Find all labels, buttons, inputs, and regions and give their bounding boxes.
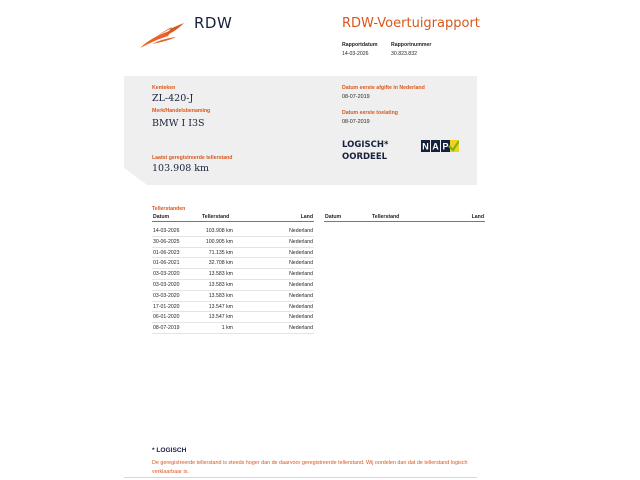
nap-letter-a: A	[432, 141, 439, 152]
table-row	[152, 291, 314, 302]
nap-logo-icon	[421, 139, 459, 153]
row-land: Nederland	[289, 325, 313, 332]
row-tellerstand: 13.583 km	[208, 281, 233, 288]
report-number-block	[391, 42, 431, 57]
row-land: Nederland	[289, 228, 313, 234]
panel-corner-cut	[124, 168, 154, 190]
row-datum: 01-06-2021	[153, 260, 180, 267]
table-row	[152, 248, 314, 259]
row-tellerstand: 13.547 km	[208, 303, 233, 310]
table-row	[152, 280, 314, 291]
table-row	[152, 237, 314, 248]
col-land-2: Land	[471, 214, 484, 220]
table-header-left	[152, 213, 314, 222]
tellerstanden-title: Tellerstanden	[152, 206, 186, 212]
tellerstanden-table	[152, 226, 314, 334]
table-header-right	[324, 213, 485, 222]
footer-divider	[124, 477, 477, 478]
row-land: Nederland	[289, 238, 313, 245]
row-datum: 01-06-2023	[153, 249, 180, 256]
kenteken-label: Kenteken	[152, 85, 176, 91]
row-datum: 14-03-2026	[153, 228, 180, 234]
row-land: Nederland	[289, 281, 313, 288]
row-land: Nederland	[289, 303, 313, 310]
eerste-toelating-value: 08-07-2019	[342, 119, 370, 125]
nap-letter-n: N	[422, 141, 429, 152]
eerste-afgifte-value: 08-07-2019	[342, 94, 370, 100]
row-datum: 30-06-2025	[153, 238, 180, 245]
row-tellerstand: 100.905 km	[205, 238, 233, 245]
eerste-toelating-label: Datum eerste toelating	[342, 110, 398, 116]
row-datum: 03-03-2020	[153, 292, 180, 299]
row-datum: 17-01-2020	[153, 303, 180, 310]
row-tellerstand: 32.708 km	[208, 260, 233, 267]
nap-letter-p: P	[442, 141, 449, 152]
row-land: Nederland	[289, 292, 313, 299]
verdict-label	[342, 139, 388, 163]
tellerstand-value: 103.908 km	[152, 163, 210, 174]
col-datum: Datum	[153, 214, 170, 220]
eerste-afgifte-label: Datum eerste afgifte in Nederland	[342, 85, 425, 91]
row-datum: 03-03-2020	[153, 281, 180, 288]
row-datum: 06-01-2020	[153, 314, 180, 321]
merk-label: Merk/Handelsbenaming	[152, 108, 211, 114]
row-tellerstand: 13.547 km	[208, 314, 233, 321]
footnote-text: De geregistreerde tellerstand is steeds hoger dan de daarvoor geregistreerde tellerstand. Wij oordelen dan dat de tellerstand logisch verklaarbaar is.	[152, 460, 468, 475]
report-date-value: 14-03-2026	[342, 51, 369, 57]
row-datum: 08-07-2019	[153, 325, 180, 332]
table-row	[152, 323, 314, 334]
table-row	[152, 302, 314, 313]
brand-name: RDW	[194, 14, 233, 32]
row-land: Nederland	[289, 271, 313, 278]
table-row	[152, 312, 314, 323]
row-tellerstand: 13.583 km	[208, 292, 233, 299]
report-date-label: Rapportdatum	[342, 42, 378, 48]
col-land: Land	[300, 214, 313, 220]
report-number-label: Rapportnummer	[391, 42, 432, 48]
tellerstand-label: Laatst geregistreerde tellerstand	[152, 155, 233, 161]
col-tellerstand-2: Tellerstand	[372, 214, 400, 220]
verdict-line-1: LOGISCH*	[342, 140, 389, 150]
col-datum-2: Datum	[325, 214, 342, 220]
merk-value: BMW I I3S	[152, 118, 205, 129]
table-row	[152, 258, 314, 269]
row-land: Nederland	[289, 260, 313, 267]
row-land: Nederland	[289, 314, 313, 321]
table-row	[152, 226, 314, 237]
rdw-logo-icon	[138, 20, 186, 50]
row-land: Nederland	[289, 249, 313, 256]
report-number-value: 30.823.832	[391, 51, 417, 57]
table-row	[152, 269, 314, 280]
row-tellerstand: 103.908 km	[205, 228, 233, 234]
report-title: RDW-Voertuigrapport	[342, 16, 480, 31]
row-tellerstand: 13.583 km	[208, 271, 233, 278]
col-tellerstand: Tellerstand	[202, 214, 230, 220]
verdict-line-2: OORDEEL	[342, 152, 388, 162]
report-date-block	[342, 42, 377, 57]
footnote-title: * LOGISCH	[152, 447, 187, 454]
row-datum: 03-03-2020	[153, 271, 180, 278]
kenteken-value: ZL-420-J	[152, 93, 194, 104]
row-tellerstand: 71.135 km	[208, 249, 233, 256]
row-tellerstand: 1 km	[221, 325, 233, 332]
